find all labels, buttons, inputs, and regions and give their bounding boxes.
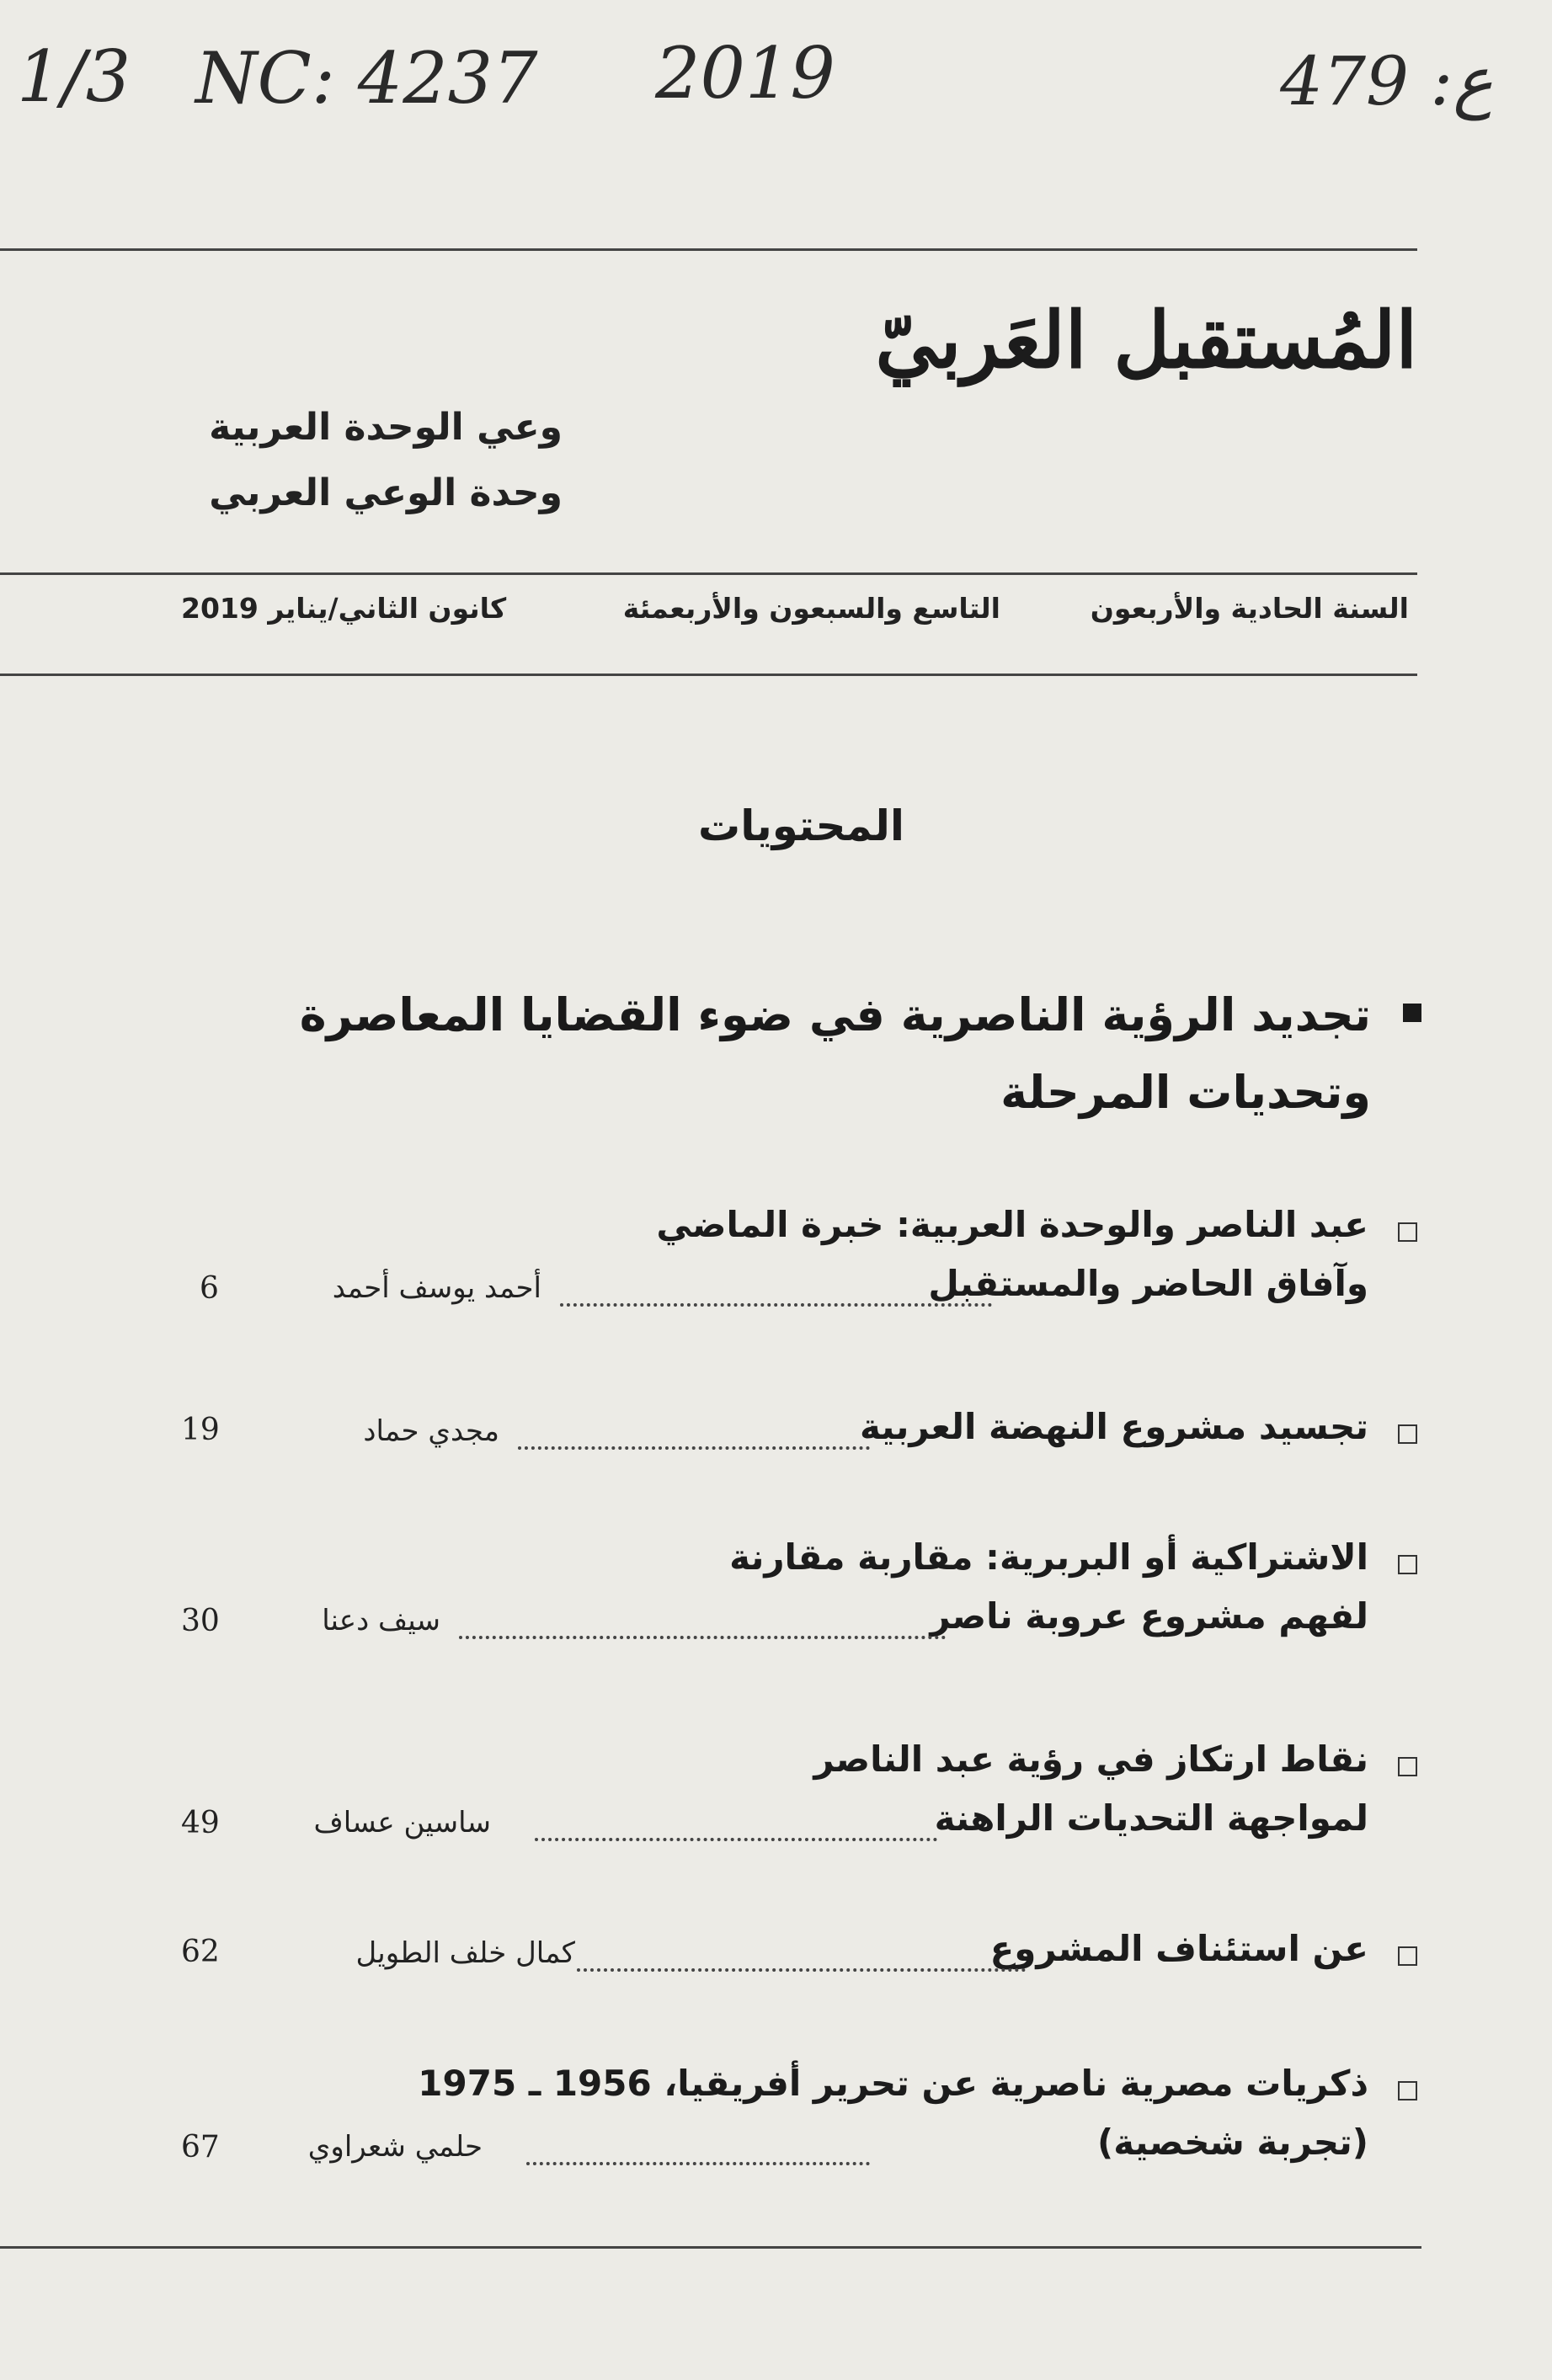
issue-date: كانون الثاني/يناير 2019 xyxy=(181,592,507,625)
entry-title-line-1: الاشتراكية أو البربرية: مقاربة مقارنة xyxy=(729,1536,1368,1578)
issue-top-rule xyxy=(0,572,1417,575)
entry-author: سيف دعنا xyxy=(322,1604,440,1637)
checkbox-icon xyxy=(1398,1757,1417,1776)
checkbox-icon xyxy=(1398,2081,1417,2100)
entry-author: كمال خلف الطويل xyxy=(355,1936,575,1970)
motto-line-1: وعي الوحدة العربية xyxy=(209,406,563,449)
entry-title-line-1: عن استئناف المشروع xyxy=(989,1928,1368,1969)
leader-dots xyxy=(526,2162,870,2165)
entry-author: مجدي حماد xyxy=(363,1414,499,1448)
entry-title-line-1: عبد الناصر والوحدة العربية: خبرة الماضي xyxy=(656,1204,1368,1245)
checkbox-icon xyxy=(1398,1946,1417,1966)
issue-info-bar xyxy=(181,592,1409,642)
checkbox-icon xyxy=(1398,1555,1417,1574)
handwritten-code: ع: 479 xyxy=(1280,42,1493,120)
entry-author: ساسين عساف xyxy=(313,1806,491,1840)
leader-dots xyxy=(518,1446,870,1450)
entry-page-number: 19 xyxy=(181,1413,220,1447)
bottom-rule xyxy=(0,2246,1421,2249)
checkbox-icon xyxy=(1398,1222,1417,1242)
entry-page-number: 30 xyxy=(181,1604,220,1638)
leader-dots xyxy=(577,1968,1026,1972)
entry-title-line-2: لمواجهة التحديات الراهنة xyxy=(934,1797,1368,1839)
issue-bottom-rule xyxy=(0,674,1417,676)
entry-page-number: 6 xyxy=(200,1271,219,1306)
main-heading-line-2: وتحديات المرحلة xyxy=(1000,1066,1371,1119)
handwritten-volume-fraction: 1/3 xyxy=(17,35,131,118)
issue-year: السنة الحادية والأربعون xyxy=(1090,592,1409,625)
toc-entry[interactable] xyxy=(181,1738,1417,1865)
main-heading xyxy=(300,977,1371,1131)
leader-dots xyxy=(560,1303,992,1307)
issue-number: التاسع والسبعون والأربعمئة xyxy=(622,592,1000,625)
toc-entry[interactable] xyxy=(181,1928,1417,1995)
entry-title-line-2: (تجربة شخصية) xyxy=(1097,2122,1368,2163)
main-heading-bullet xyxy=(1403,1004,1421,1022)
journal-title: المُستقبل العَربيّ xyxy=(875,295,1417,386)
toc-entry[interactable] xyxy=(181,1406,1417,1473)
top-rule xyxy=(0,248,1417,251)
contents-title: المحتويات xyxy=(697,801,905,850)
entry-page-number: 49 xyxy=(181,1806,220,1840)
entry-title-line-1: ذكريات مصرية ناصرية عن تحرير أفريقيا، 1956 ـ 1975 xyxy=(418,2063,1368,2104)
entry-author: حلمي شعراوي xyxy=(307,2130,483,2164)
entry-title-line-2: لفهم مشروع عروبة ناصر xyxy=(930,1595,1368,1637)
entry-title-line-2: وآفاق الحاضر والمستقبل xyxy=(928,1263,1368,1304)
motto-line-2: وحدة الوعي العربي xyxy=(209,471,563,514)
entry-title-line-1: تجسيد مشروع النهضة العربية xyxy=(860,1406,1368,1447)
handwritten-catalog-number: NC: 4237 xyxy=(195,37,538,120)
toc-entry[interactable] xyxy=(181,1204,1417,1330)
entry-author: أحمد يوسف أحمد xyxy=(332,1271,541,1305)
entry-page-number: 62 xyxy=(181,1935,220,1969)
toc-entry[interactable] xyxy=(181,2063,1417,2189)
checkbox-icon xyxy=(1398,1424,1417,1444)
main-heading-line-1: تجديد الرؤية الناصرية في ضوء القضايا المعاصرة xyxy=(299,988,1371,1041)
leader-dots xyxy=(535,1838,937,1841)
entry-title-line-1: نقاط ارتكاز في رؤية عبد الناصر xyxy=(813,1738,1368,1780)
leader-dots xyxy=(459,1636,946,1639)
handwritten-year: 2019 xyxy=(655,32,835,114)
toc-entry[interactable] xyxy=(181,1536,1417,1663)
entry-page-number: 67 xyxy=(181,2130,220,2164)
